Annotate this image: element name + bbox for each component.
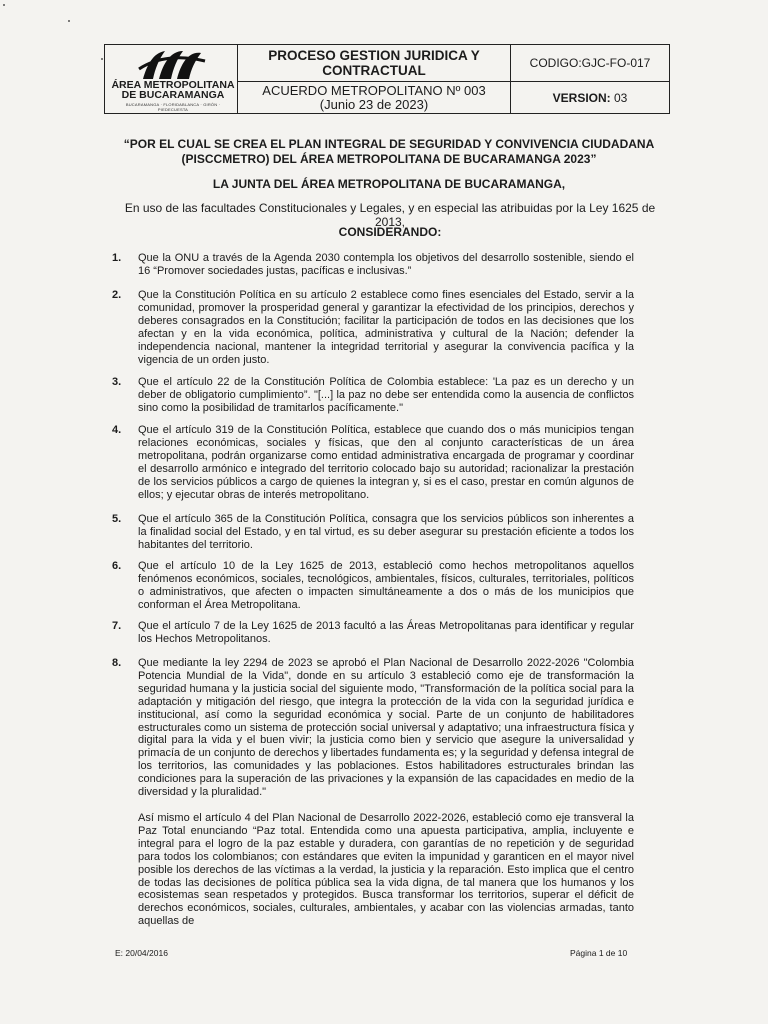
item-number: 7. [112,620,122,632]
item-text: Que el artículo 319 de la Constitución Política, establece que cuando dos o más municipios tengan relaciones económicas, sociales y físicas, que den al conjunto características de un área metropolitana, podrán organizarse como entidad administrativa encargada de programar y coordinar el desarrollo armónico e integrado del territorio colocado bajo su autoridad; racionalizar la prestación de los servicios públicos a cargo de quienes la integran y, si es el caso, prestar en común algunos de ellos; y ejecutar obras de interés metropolitano. [138,424,634,501]
document-code: CODIGO:GJC-FO-017 [511,45,669,82]
page-number: Página 1 de 10 [570,948,628,958]
logo-text: ÁREA METROPOLITANA DE BUCARAMANGA [111,79,235,101]
list-item [112,289,634,366]
item-text: Que la ONU a través de la Agenda 2030 contempla los objetivos del desarrollo sostenible, siendo el 16 “Promover sociedades justas, pacíficas e inclusivas.” [138,252,634,277]
logo-cell [105,45,238,113]
item-text: Que el artículo 10 de la Ley 1625 de 2013, estableció como hechos metropolitanos aquellos fenómenos económicos, sociales, tecnológicos, ambientales, físicos, culturales, territoriales, políticos o administrativos, que afecten o impacten simultáneamente a dos o más de los municipios que conforman el Área Metropolitana. [138,560,634,611]
document-title: “POR EL CUAL SE CREA EL PLAN INTEGRAL DE SEGURIDAD Y CONVIVENCIA CIUDADANA (PISCCMETRO) DEL ÁREA METROPOLITANA DE BUCARAMANGA 2023” [123,137,655,166]
considerando-heading: CONSIDERANDO: [338,225,442,239]
list-item [112,424,634,501]
edition-date: E: 20/04/2016 [115,948,168,958]
agreement-number: ACUERDO METROPOLITANO Nº 003 [262,82,486,98]
process-title: PROCESO GESTION JURIDICA Y CONTRACTUAL [238,45,511,82]
item-text: Que mediante la ley 2294 de 2023 se aprobó el Plan Nacional de Desarrollo 2022-2026 "Colombia Potencia Mundial de la Vida", donde en su artículo 3 estableció como eje de transformación la seguridad humana y la justicia social del siguiente modo, "Transformación de la política social para la adaptación y mitigación del riesgo, que integra la protección de la vida con la seguridad jurídica e institucional, así como la seguridad económica y social. Parte de un conjunto de habilitadores estructurales como un sistema de protección social universal y adaptativo; una infraestructura física y digital para la vida y el buen vivir; la justicia como bien y servicio que asegure la universalidad y primacía de un conjunto de derechos y libertades fundamenta es; y la seguridad y defensa integral de los territorios, las comunidades y las poblaciones. Estos habilitadores estructurales brindan las condiciones para la superación de las privaciones y la expansión de las capacidades en medio de la diversidad y la pluralidad." [138,657,634,799]
item-text: Que el artículo 365 de la Constitución Política, consagra que los servicios públicos son inherentes a la finalidad social del Estado, y en tal virtud, es su deber asegurar su prestación eficiente a todos los habitantes del territorio. [138,513,634,551]
item-number: 6. [112,560,122,572]
agreement-date: (Junio 23 de 2023) [319,96,429,112]
list-item [112,252,634,278]
intro-statement: En uso de las facultades Constitucionales y Legales, y en especial las atribuidas por la Ley 1625 de 2013, [124,201,656,229]
item-text: Que la Constitución Política en su artículo 2 establece como fines esenciales del Estado, servir a la comunidad, promover la prosperidad general y garantizar la efectividad de los principios, derechos y deberes consagrados en la Constitución; facilitar la participación de todos en las decisiones que los afectan y en la vida económica, política, administrativa y cultural de la Nación; defender la independencia nacional, mantener la integridad territorial y asegurar la convivencia pacífica y la vigencia de un orden justo. [138,289,634,366]
list-item [112,560,634,612]
logo-subtext: BUCARAMANGA · FLORIDABLANCA · GIRÓN · PIEDECUESTA [125,102,221,112]
item-number: 5. [112,513,122,525]
item-number: 8. [112,657,122,669]
version-label: VERSION: [552,90,611,105]
junta-heading: LA JUNTA DEL ÁREA METROPOLITANA DE BUCARAMANGA, [212,177,566,191]
scan-speck [101,58,103,60]
scan-speck [3,4,5,6]
item-number: 2. [112,289,122,301]
scan-speck [68,20,70,22]
list-item [112,620,634,646]
item-text: Que el artículo 7 de la Ley 1625 de 2013 facultó a las Áreas Metropolitanas para identificar y regular los Hechos Metropolitanos. [138,620,634,645]
version-value: 03 [614,90,628,105]
item-text: Que el artículo 22 de la Constitución Política de Colombia establece: 'La paz es un derecho y un deber de obligatorio cumplimiento”. "[...] la paz no debe ser entendida como la ausencia de conflictos sino como la posibilidad de tramitarlos pacíficamente." [138,376,634,414]
item-number: 4. [112,424,122,436]
amb-logo-icon [137,47,207,81]
closing-paragraph: Así mismo el artículo 4 del Plan Nacional de Desarrollo 2022-2026, estableció como eje transveral la Paz Total enunciando “Paz total. Entendida como una apuesta participativa, amplia, incluyente e integral para el logro de la paz estable y duradera, con garantías de no repetición y de seguridad para todos los colombianos; con estándares que eviten la impunidad y garanticen en el mayor nivel posible los derechos de las víctimas a la verdad, la justicia y la reparación. Esto implica que el centro de todas las decisiones de política pública sea la vida digna, de tal manera que los humanos y los ecosistemas sean respetados y protegidos. Busca transformar los territorios, superar el déficit de derechos económicos, sociales, culturales, ambientales, y acabar con las violencias armadas, tanto aquellas de [138,812,634,928]
agreement-cell [238,82,511,113]
item-number: 1. [112,252,122,264]
list-item [112,513,634,552]
list-item [112,657,634,799]
document-header-table [104,44,670,114]
item-number: 3. [112,376,122,388]
list-item [112,376,634,415]
version-cell [511,82,669,113]
